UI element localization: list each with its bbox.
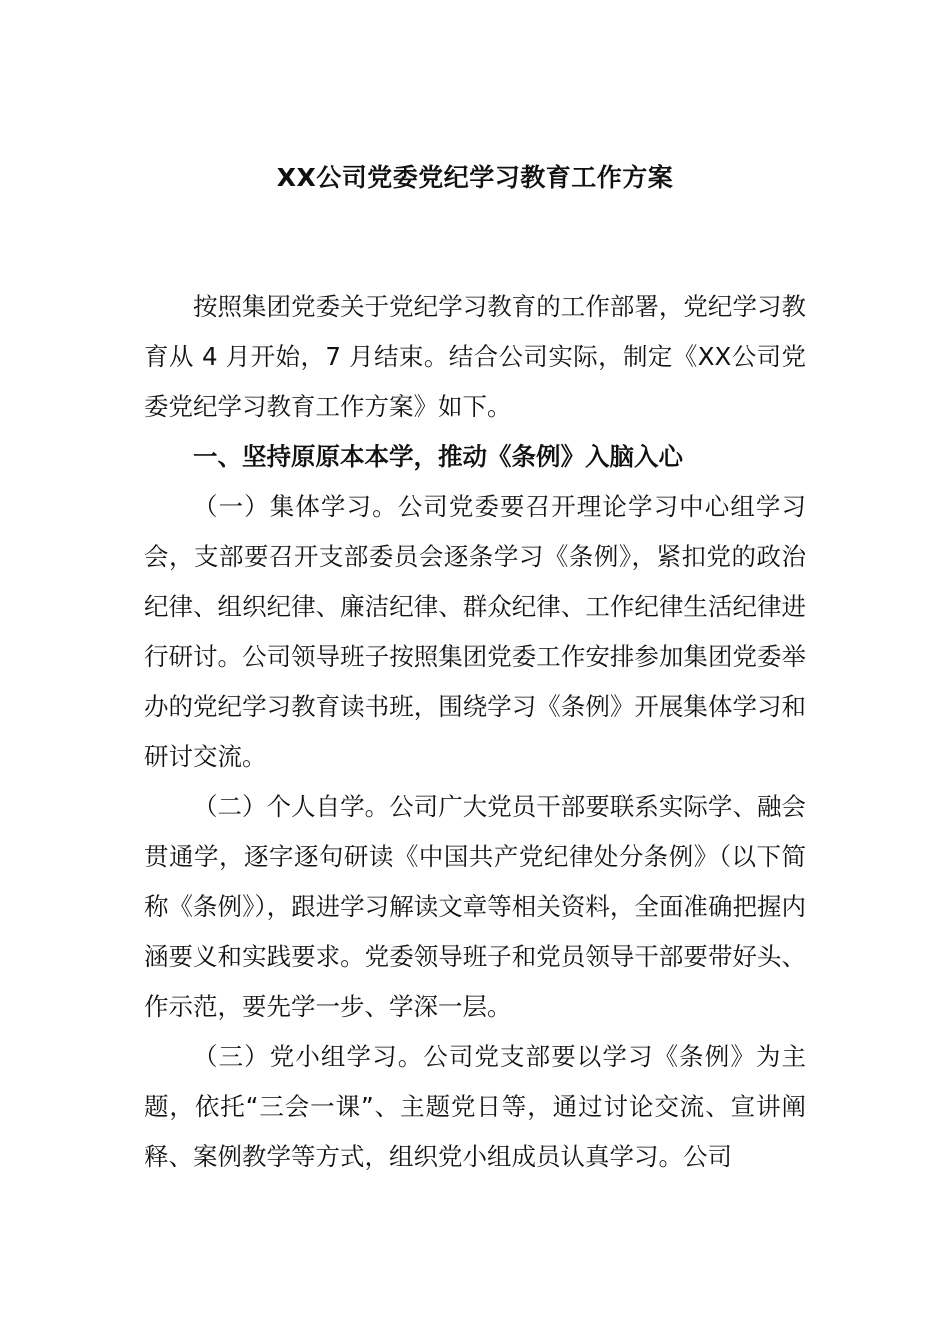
intro-paragraph: 按照集团党委关于党纪学习教育的工作部署，党纪学习教育从 4 月开始，7 月结束。结合公司实际，制定《XX公司党委党纪学习教育工作方案》如下。	[144, 292, 806, 421]
document-title: XX公司党委党纪学习教育工作方案	[276, 163, 674, 192]
paragraph-collective-study: （一）集体学习。公司党委要召开理论学习中心组学习会，支部要召开支部委员会逐条学习《条例》，紧扣党的政治纪律、组织纪律、廉洁纪律、群众纪律、工作纪律生活纪律进行研讨。公司领导班子按照集团党委工作安排参加集团党委举办的党纪学习教育读书班，围绕学习《条例》开展集体学习和研讨交流。	[144, 492, 806, 771]
paragraph-group-study: （三）党小组学习。公司党支部要以学习《条例》为主题，依托“三会一课”、主题党日等，通过讨论交流、宣讲阐释、案例教学等方式，组织党小组成员认真学习。公司	[144, 1042, 806, 1171]
document-body	[144, 282, 806, 1182]
section-heading-1: 一、坚持原原本本学，推动《条例》入脑入心	[193, 442, 683, 471]
paragraph-self-study: （二）个人自学。公司广大党员干部要联系实际学、融会贯通学，逐字逐句研读《中国共产党纪律处分条例》（以下简称《条例》），跟进学习解读文章等相关资料，全面准确把握内涵要义和实践要求。党委领导班子和党员领导干部要带好头、作示范，要先学一步、学深一层。	[144, 792, 806, 1021]
